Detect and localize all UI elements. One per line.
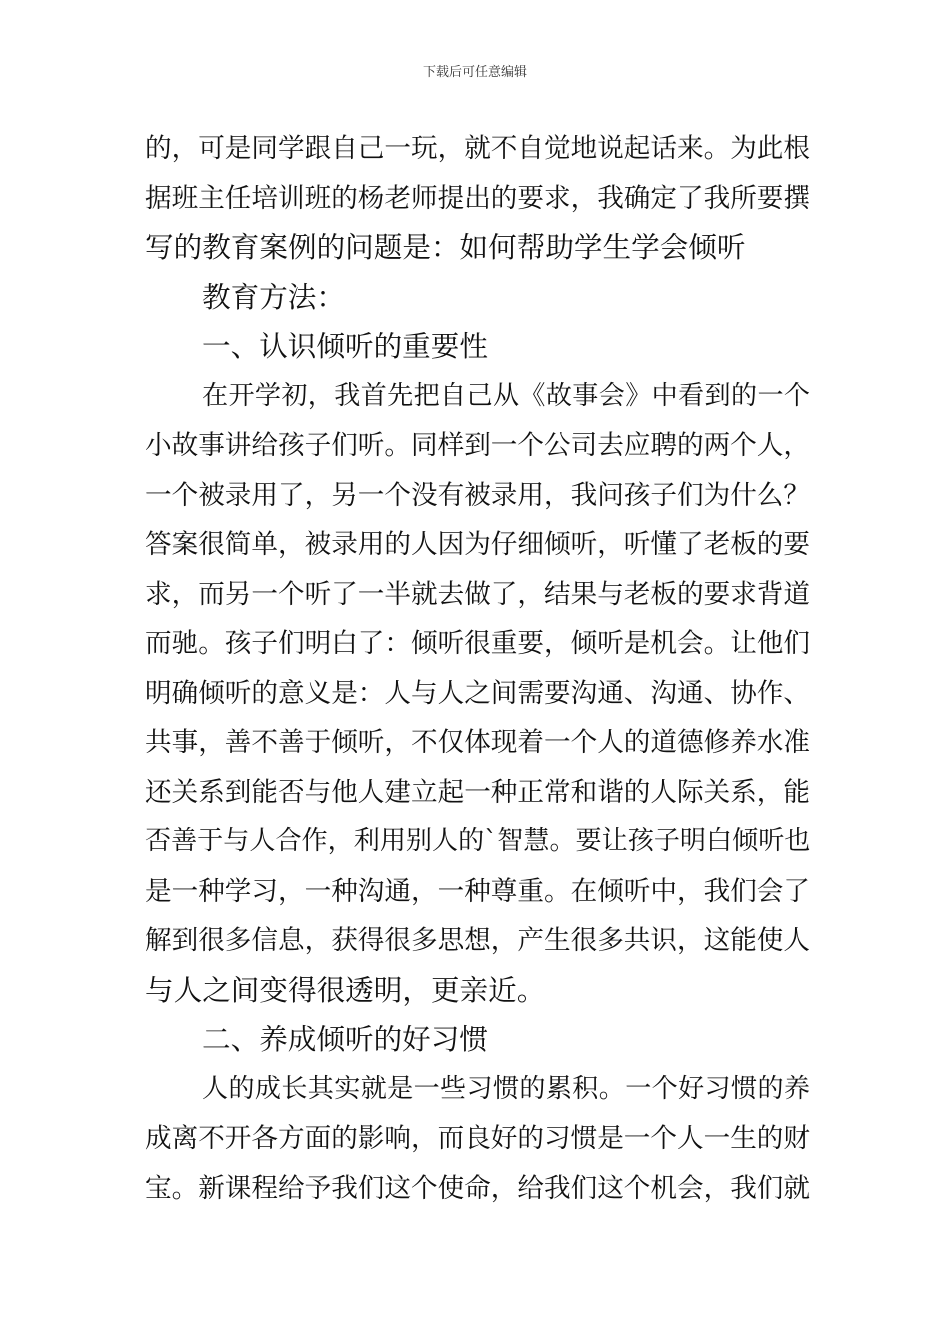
- text-line: 宝。新课程给予我们这个使命，给我们这个机会，我们就: [145, 1172, 810, 1204]
- text-line: 是一种学习，一种沟通，一种尊重。在倾听中，我们会了: [145, 875, 810, 907]
- text-line: 解到很多信息，获得很多思想，产生很多共识，这能使人: [145, 925, 810, 956]
- text-line: 一个被录用了，另一个没有被录用，我问孩子们为什么？: [145, 479, 810, 511]
- text-line: 还关系到能否与他人建立起一种正常和谐的人际关系，能: [145, 776, 810, 808]
- section-heading: 一、认识倾听的重要性: [202, 329, 488, 363]
- text-line: 否善于与人合作，利用别人的`智慧。要让孩子明白倾听也: [145, 826, 810, 856]
- text-line: 写的教育案例的问题是：如何帮助学生学会倾听: [145, 230, 746, 264]
- text-line: 共事，善不善于倾听，不仅体现着一个人的道德修养水准: [145, 727, 810, 758]
- body-text: [145, 124, 810, 1213]
- text-line: 答案很简单，被录用的人因为仔细倾听，听懂了老板的要: [145, 529, 810, 560]
- text-line: 的，可是同学跟自己一玩，就不自觉地说起话来。为此根: [145, 133, 810, 164]
- section-label: 教育方法：: [202, 279, 345, 314]
- text-line: 小故事讲给孩子们听。同样到一个公司去应聘的两个人，: [145, 430, 810, 461]
- text-line: 在开学初，我首先把自己从《故事会》中看到的一个: [202, 380, 810, 411]
- text-line: 据班主任培训班的杨老师提出的要求，我确定了我所要撰: [145, 182, 810, 214]
- text-line: 与人之间变得很透明，更亲近。: [145, 972, 546, 1007]
- section-heading: 二、养成倾听的好习惯: [202, 1022, 488, 1056]
- text-line: 而驰。孩子们明白了：倾听很重要，倾听是机会。让他们: [145, 628, 810, 659]
- text-line: 人的成长其实就是一些习惯的累积。一个好习惯的养: [202, 1073, 810, 1104]
- page-header: 下载后可任意编辑: [422, 65, 527, 80]
- text-line: 明确倾听的意义是：人与人之间需要沟通、沟通、协作、: [145, 677, 810, 709]
- text-line: 求，而另一个听了一半就去做了，结果与老板的要求背道: [145, 578, 810, 610]
- text-line: 成离不开各方面的影响，而良好的习惯是一个人一生的财: [145, 1123, 810, 1154]
